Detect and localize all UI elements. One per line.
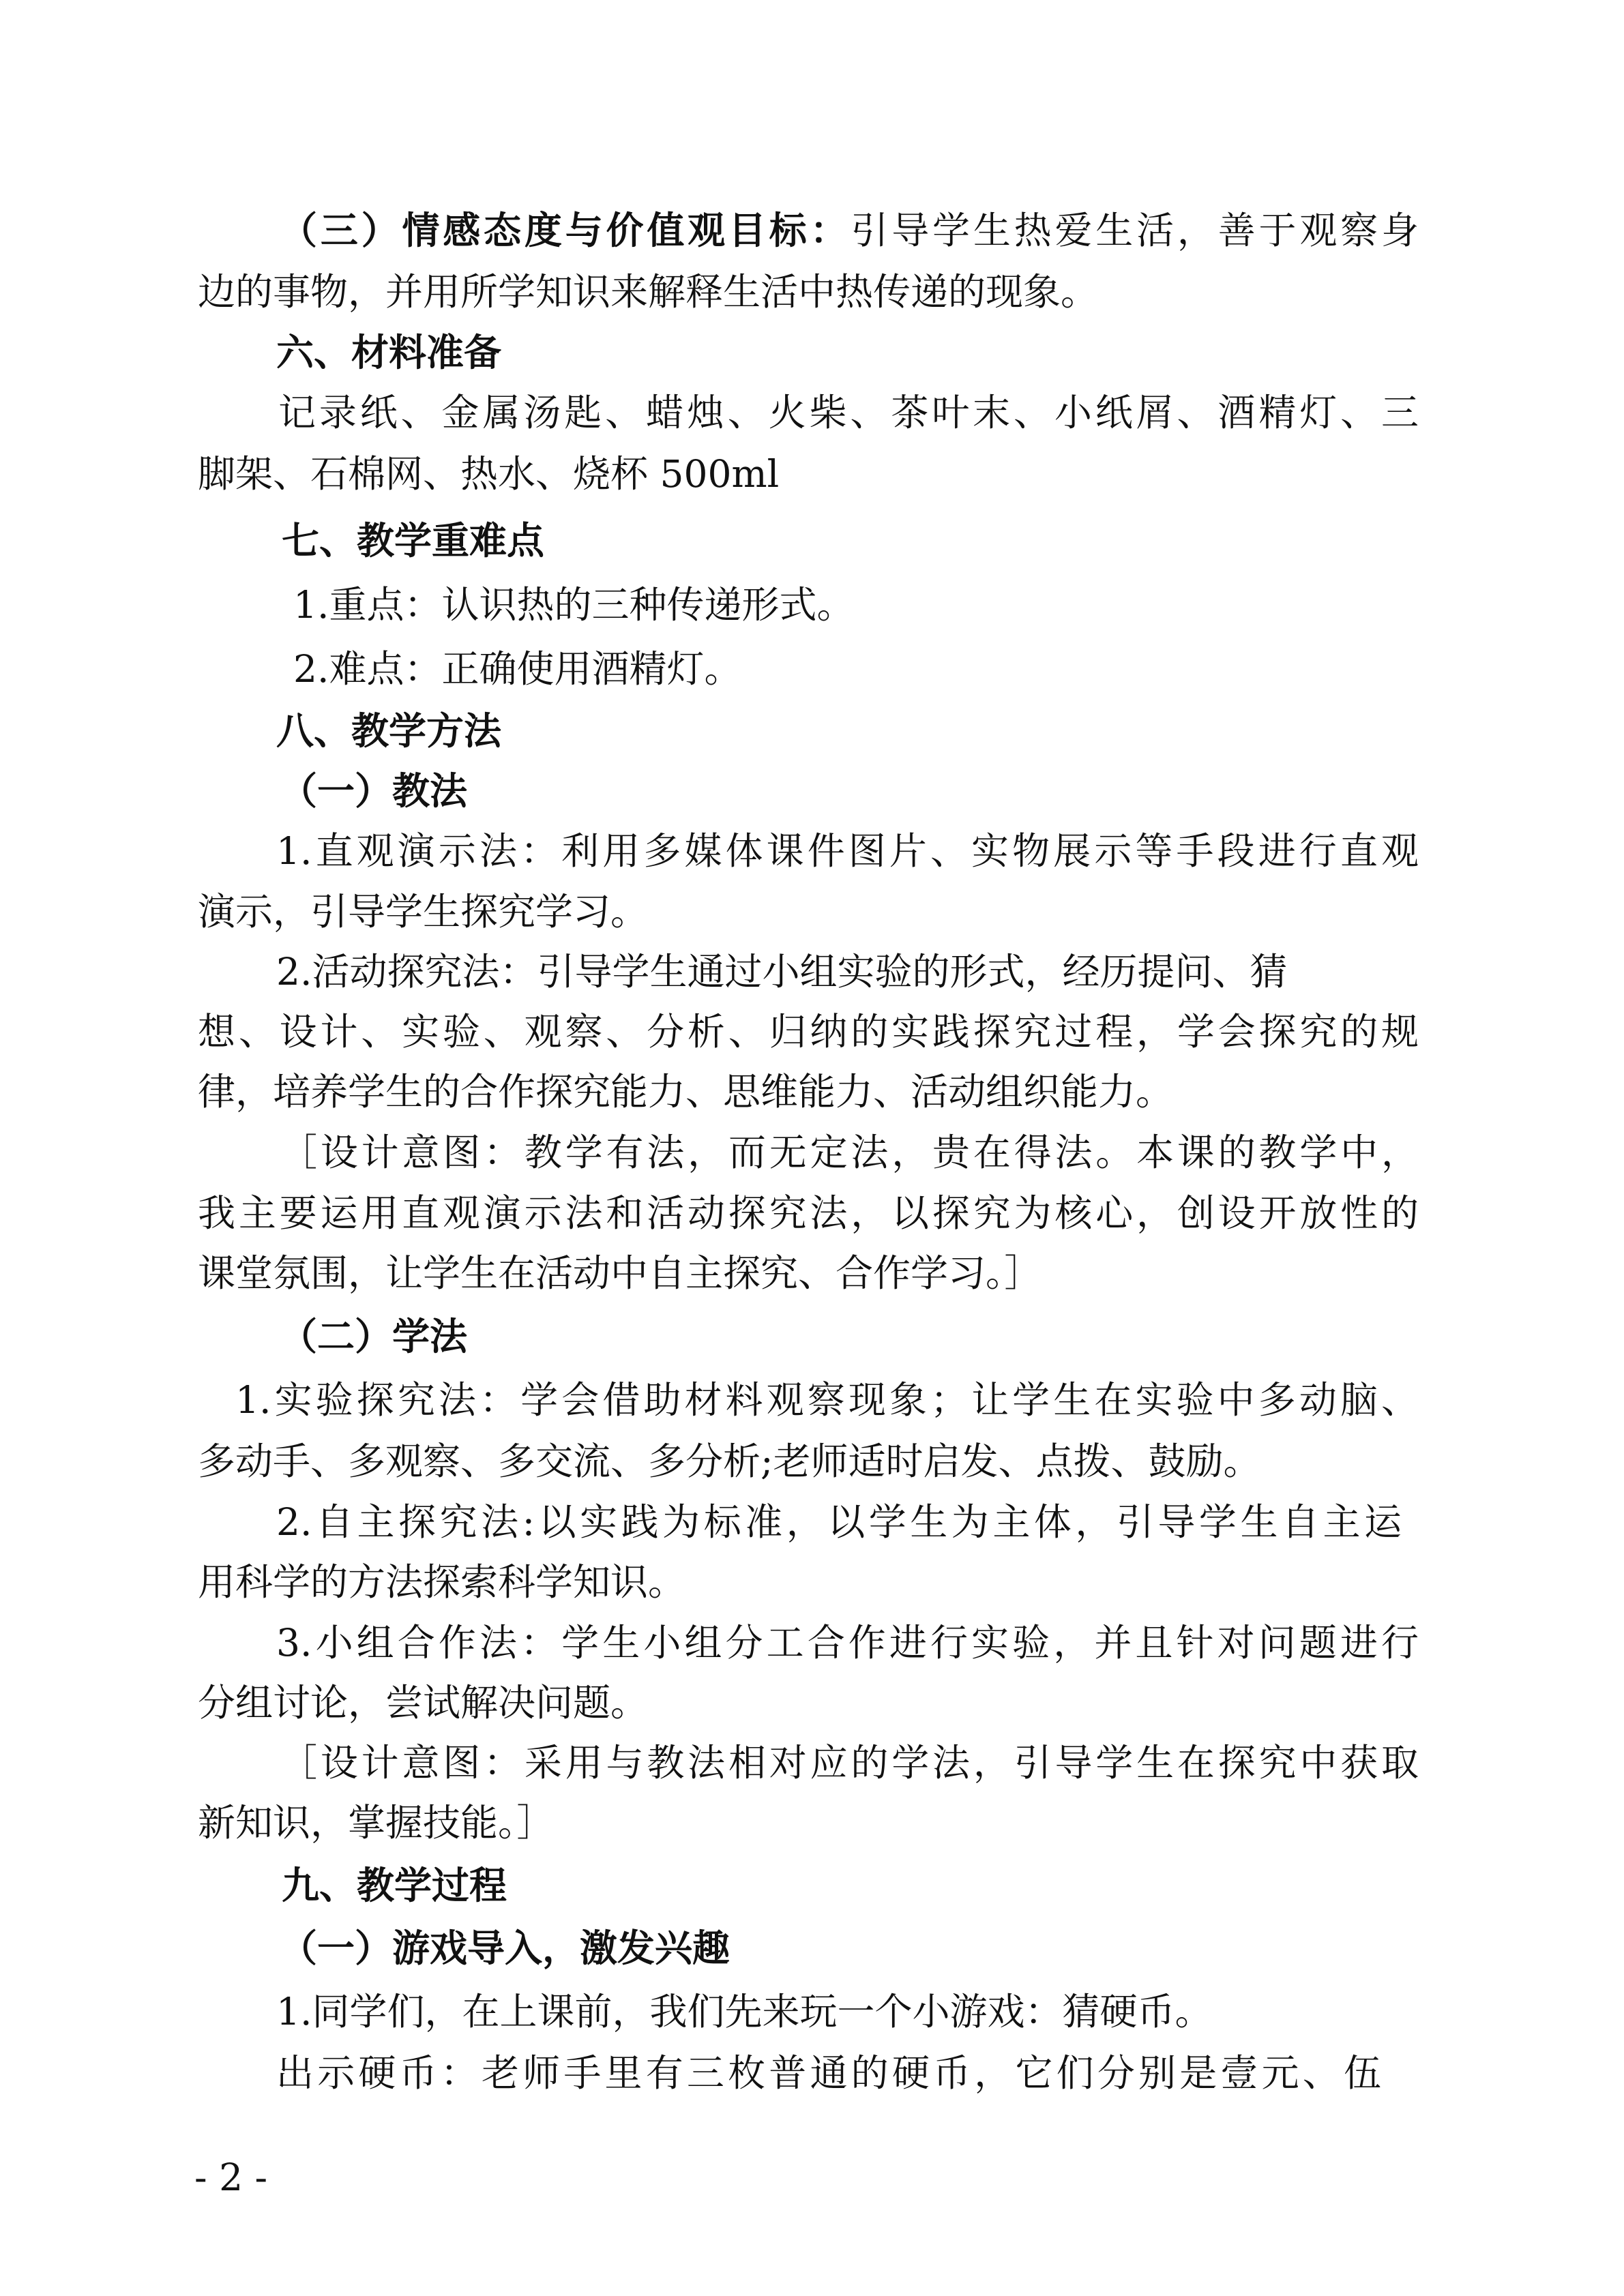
subheading-learning-methods: （二）学法: [280, 1314, 468, 1358]
subheading-game-intro: （一）游戏导入，激发兴趣: [280, 1926, 730, 1970]
paragraph-emotion-goal-cont: 边的事物，并用所学知识来解释生活中热传递的现象。: [198, 270, 1099, 314]
design-intent-2-line-1: ［设计意图：采用与教法相对应的学法，引导学生在探究中获取: [280, 1741, 1419, 1785]
process-line-1: 1.同学们，在上课前，我们先来玩一个小游戏：猜硬币。: [276, 1990, 1213, 2033]
learning-method-1-line-1: 1.实验探究法：学会借助材料观察现象；让学生在实验中多动脑、: [235, 1378, 1419, 1422]
key-point-1: 1.重点：认识热的三种传递形式。: [293, 583, 855, 627]
subheading-teaching-methods: （一）教法: [280, 769, 468, 813]
design-intent-1-line-1: ［设计意图：教学有法，而无定法，贵在得法。本课的教学中，: [280, 1131, 1419, 1174]
key-point-2: 2.难点：正确使用酒精灯。: [293, 647, 742, 691]
paragraph-emotion-goal: [280, 200, 1419, 261]
design-intent-1-line-3: 课堂氛围，让学生在活动中自主探究、合作学习。］: [198, 1251, 1042, 1295]
design-intent-1-line-2: 我主要运用直观演示法和活动探究法，以探究为核心，创设开放性的: [198, 1191, 1419, 1235]
emotion-goal-label: （三）情感态度与价值观目标：: [280, 208, 851, 252]
learning-method-2-line-1: 2.自主探究法:以实践为标准，以学生为主体，引导学生自主运: [276, 1500, 1402, 1544]
materials-line-2: 脚架、石棉网、热水、烧杯 500ml: [198, 452, 780, 496]
heading-methods: 八、教学方法: [276, 709, 502, 753]
method-1-line-1: 1.直观演示法：利用多媒体课件图片、实物展示等手段进行直观: [276, 829, 1419, 873]
materials-line-1: 记录纸、金属汤匙、蜡烛、火柴、茶叶末、小纸屑、酒精灯、三: [278, 391, 1419, 434]
method-2-line-2: 想、设计、实验、观察、分析、归纳的实践探究过程，学会探究的规: [198, 1010, 1419, 1054]
process-line-2: 出示硬币：老师手里有三枚普通的硬币，它们分别是壹元、伍: [276, 2051, 1381, 2095]
learning-method-2-line-2: 用科学的方法探索科学知识。: [198, 1560, 686, 1604]
page-number: - 2 -: [194, 2156, 268, 2199]
learning-method-3-line-1: 3.小组合作法：学生小组分工合作进行实验，并且针对问题进行: [276, 1621, 1419, 1665]
method-2-line-1: 2.活动探究法：引导学生通过小组实验的形式，经历提问、猜: [276, 950, 1288, 994]
method-2-line-3: 律，培养学生的合作探究能力、思维能力、活动组织能力。: [198, 1070, 1174, 1114]
heading-key-points: 七、教学重难点: [282, 518, 545, 563]
design-intent-2-line-2: 新知识，掌握技能。］: [198, 1801, 555, 1845]
heading-teaching-process: 九、教学过程: [282, 1863, 507, 1907]
learning-method-1-line-2: 多动手、多观察、多交流、多分析;老师适时启发、点拨、鼓励。: [198, 1440, 1261, 1483]
method-1-line-2: 演示，引导学生探究学习。: [198, 890, 649, 934]
learning-method-3-line-2: 分组讨论，尝试解决问题。: [198, 1681, 649, 1725]
emotion-goal-text: 引导学生热爱生活，善于观察身: [851, 209, 1419, 252]
heading-materials: 六、材料准备: [276, 330, 502, 374]
